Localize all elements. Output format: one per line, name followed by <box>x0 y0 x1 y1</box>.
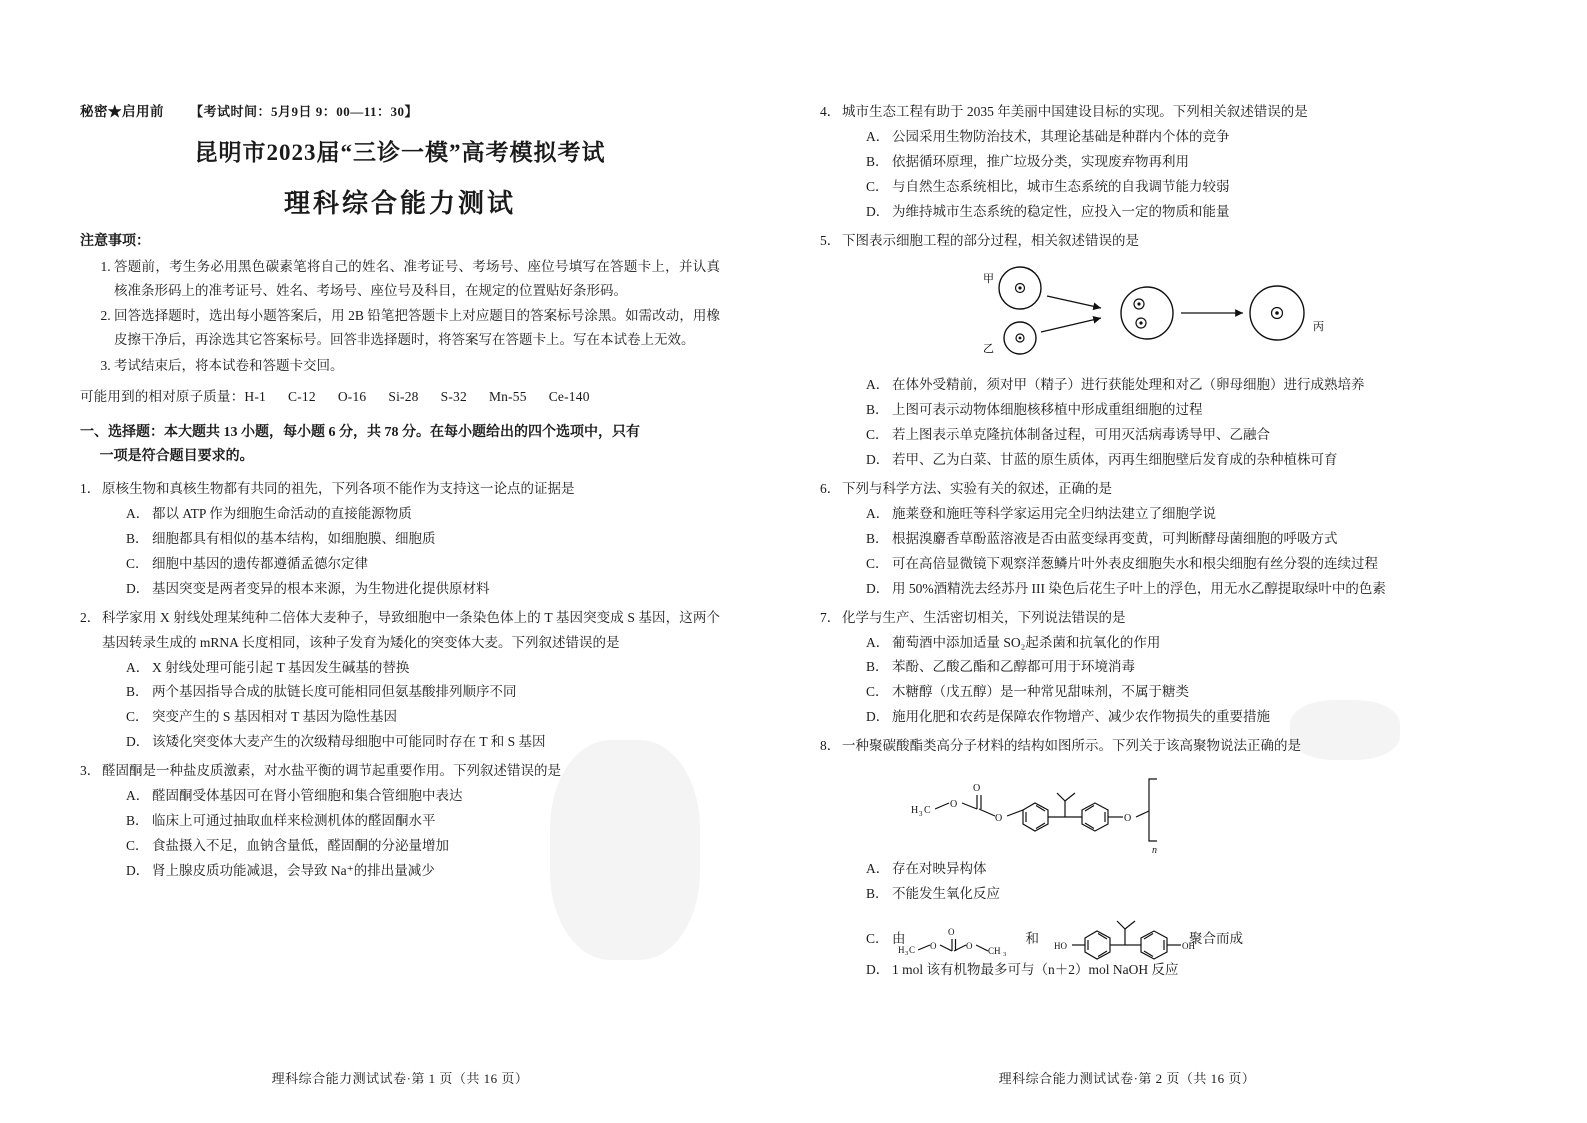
question-number: 1． <box>80 480 101 496</box>
label-yi: 乙 <box>983 342 994 355</box>
option-b[interactable] <box>126 809 720 834</box>
option-text: 临床上可通过抽取血样来检测机体的醛固酮水平 <box>152 813 436 829</box>
option-letter: B． <box>866 153 889 169</box>
option-list <box>820 857 1460 983</box>
question-number: 2． <box>80 609 101 625</box>
option-letter: A． <box>866 376 890 392</box>
option-letter: D． <box>866 451 890 467</box>
option-text: 葡萄酒中添加适量 SO₂起杀菌和抗氧化的作用 <box>892 634 1161 650</box>
polycarbonate-structure <box>820 763 1460 855</box>
option-letter: C． <box>866 426 889 442</box>
option-text: 由 <box>892 931 906 947</box>
question-6 <box>820 477 1460 602</box>
svg-text:3: 3 <box>905 950 909 958</box>
svg-text:O: O <box>1124 813 1132 825</box>
option-text: 公园采用生物防治技术，其理论基础是种群内个体的竞争 <box>892 128 1230 144</box>
option-c[interactable] <box>126 705 720 730</box>
footer-left: 理科综合能力测试试卷·第 1 页（共 16 页） <box>271 1071 529 1086</box>
question-stem: 化学与生产、生活密切相关，下列说法错误的是 <box>842 609 1126 625</box>
section-heading <box>80 421 720 469</box>
option-text: 苯酚、乙酸乙酯和乙醇都可用于环境消毒 <box>892 659 1135 675</box>
option-text: 与自然生态系统相比，城市生态系统的自我调节能力较弱 <box>892 178 1230 194</box>
option-text-middle: 和 <box>1025 931 1039 947</box>
section-heading-line2: 一项是符合题目要求的。 <box>99 448 254 464</box>
option-b[interactable] <box>126 680 720 705</box>
atomic-mass-item: H-1 <box>244 389 267 405</box>
option-letter: C． <box>126 709 149 725</box>
svg-text:n: n <box>1152 845 1157 856</box>
svg-text:3: 3 <box>919 810 923 819</box>
option-letter: B． <box>866 886 889 902</box>
option-b[interactable] <box>126 527 720 552</box>
option-letter: A． <box>866 128 890 144</box>
option-b[interactable] <box>866 150 1460 175</box>
svg-text:HO: HO <box>1054 941 1067 952</box>
svg-text:O: O <box>995 813 1003 825</box>
list-item: 1. 答题前，考生务必用黑色碳素笔将自己的姓名、准考证号、考场号、座位号填写在答题卡上，并认真核准条形码上的准考证号、姓名、考场号、座位号及科目，在规定的位置贴好条形码。 <box>114 255 720 302</box>
notice-heading: 注意事项： <box>80 234 150 249</box>
option-text-end: 聚合而成 <box>1189 931 1243 947</box>
question-stem: 科学家用 X 射线处理某纯种二倍体大麦种子，导致细胞中一条染色体上的 T 基因突变成 S 基因，这两个基因转录生成的 mRNA 长度相同，该种子发育为矮化的突变体大麦。下列叙述错误的是 <box>102 609 720 650</box>
list-item: 2. 回答选择题时，选出每小题答案后，用 2B 铅笔把答题卡上对应题目的答案标号涂黑。如需改动，用橡皮擦干净后，再涂选其它答案标号。回答非选择题时，将答案写在答题卡上。写在本试卷上无效。 <box>114 304 720 351</box>
option-a[interactable] <box>126 502 720 527</box>
option-letter: A． <box>866 505 890 521</box>
question-stem: 原核生物和真核生物都有共同的祖先，下列各项不能作为支持这一论点的证据是 <box>102 480 575 496</box>
option-text: X 射线处理可能引起 T 基因发生碱基的替换 <box>152 659 410 675</box>
option-text: 基因突变是两者变异的根本来源，为生物进化提供原材料 <box>152 580 490 596</box>
header-row <box>80 100 720 120</box>
option-list <box>80 784 720 884</box>
question-1 <box>80 477 720 602</box>
option-text: 若上图表示单克隆抗体制备过程，可用灭活病毒诱导甲、乙融合 <box>892 426 1270 442</box>
option-d[interactable] <box>866 705 1460 730</box>
secrecy-label: 秘密★启用前 <box>80 104 164 119</box>
question-3 <box>80 759 720 884</box>
option-c[interactable] <box>126 834 720 859</box>
option-text: 该矮化突变体大麦产生的次级精母细胞中可能同时存在 T 和 S 基因 <box>152 734 546 750</box>
option-d[interactable] <box>126 577 720 602</box>
option-letter: B． <box>866 659 889 675</box>
question-5 <box>820 229 1460 473</box>
atomic-mass-item: S-32 <box>440 389 467 405</box>
question-number: 4． <box>820 104 841 119</box>
option-b[interactable] <box>866 882 1460 907</box>
option-text: 依据循环原理，推广垃圾分类，实现废弃物再利用 <box>892 153 1189 169</box>
option-text: 醛固酮受体基因可在肾小管细胞和集合管细胞中表达 <box>152 788 463 804</box>
option-text: 在体外受精前，须对甲（精子）进行获能处理和对乙（卵母细胞）进行成熟培养 <box>892 376 1365 392</box>
option-text: 1 mol 该有机物最多可与（n＋2）mol NaOH 反应 <box>892 962 1179 978</box>
question-number: 3． <box>80 763 101 779</box>
option-letter: C． <box>866 178 889 194</box>
svg-text:C: C <box>909 945 916 956</box>
option-a[interactable] <box>866 857 1460 882</box>
svg-text:OH: OH <box>1182 941 1195 952</box>
page-column-right <box>810 100 1460 1083</box>
option-letter: C． <box>866 555 889 571</box>
atomic-mass-line <box>80 385 720 405</box>
label-jia: 甲 <box>983 272 994 285</box>
option-d[interactable] <box>126 730 720 755</box>
option-list <box>820 373 1460 473</box>
cell-engineering-diagram <box>820 260 1460 365</box>
option-text: 都以 ATP 作为细胞生命活动的直接能源物质 <box>152 505 412 521</box>
svg-text:CH: CH <box>988 946 1001 957</box>
option-text: 若甲、乙为白菜、甘蓝的原生质体，丙再生细胞壁后发育成的杂种植株可育 <box>892 451 1338 467</box>
page-title: 昆明市2023届“三诊一模”高考模拟考试 <box>194 140 606 165</box>
option-c[interactable] <box>866 680 1460 705</box>
option-letter: B． <box>126 684 149 700</box>
svg-text:O: O <box>966 941 973 952</box>
option-list <box>80 502 720 602</box>
label-bing: 丙 <box>1313 320 1324 333</box>
option-letter: D． <box>866 962 890 978</box>
option-text: 突变产生的 S 基因相对 T 基因为隐性基因 <box>152 709 398 725</box>
option-text: 为维持城市生态系统的稳定性，应投入一定的物质和能量 <box>892 203 1230 219</box>
option-letter: C． <box>126 555 149 571</box>
option-list <box>820 502 1460 602</box>
option-letter: B． <box>126 813 149 829</box>
svg-text:O: O <box>950 799 958 811</box>
option-letter: D． <box>866 203 890 219</box>
page-column-left <box>80 100 730 1083</box>
atomic-mass-label: 可能用到的相对原子质量： <box>80 389 245 405</box>
polymer-structure-svg <box>905 763 1375 855</box>
atomic-mass-item: C-12 <box>288 389 316 405</box>
atomic-mass-item: Ce-140 <box>548 389 590 405</box>
notice-list <box>80 255 720 377</box>
option-text: 施用化肥和农药是保障农作物增产、减少农作物损失的重要措施 <box>892 709 1270 725</box>
question-number: 5． <box>820 232 841 248</box>
question-4 <box>820 100 1460 225</box>
atomic-mass-item: Mn-55 <box>488 389 527 405</box>
question-number: 8． <box>820 738 841 754</box>
option-a[interactable] <box>126 784 720 809</box>
question-2 <box>80 606 720 756</box>
list-item: 3. 考试结束后，将本试卷和答题卡交回。 <box>114 354 720 378</box>
question-number: 7． <box>820 609 841 625</box>
svg-text:3: 3 <box>1003 951 1007 959</box>
subject-title: 理科综合能力测试 <box>283 189 516 218</box>
option-a[interactable] <box>126 656 720 681</box>
option-list <box>820 125 1460 225</box>
question-8 <box>820 734 1460 983</box>
question-stem: 醛固酮是一种盐皮质激素，对水盐平衡的调节起重要作用。下列叙述错误的是 <box>102 763 561 779</box>
option-letter: B． <box>866 530 889 546</box>
option-b[interactable] <box>866 527 1460 552</box>
option-letter: D． <box>866 709 890 725</box>
option-letter: A． <box>126 505 150 521</box>
option-text: 用 50%酒精洗去经苏丹 III 染色后花生子叶上的浮色，用无水乙醇提取绿叶中的色素 <box>892 580 1386 596</box>
option-c[interactable] <box>866 175 1460 200</box>
option-text: 施莱登和施旺等科学家运用完全归纳法建立了细胞学说 <box>892 505 1216 521</box>
option-letter: A． <box>866 861 890 877</box>
option-letter: D． <box>126 580 150 596</box>
svg-text:H: H <box>898 945 905 956</box>
option-c[interactable] <box>126 552 720 577</box>
option-text: 细胞中基因的遗传都遵循孟德尔定律 <box>152 555 368 571</box>
option-b[interactable] <box>866 398 1460 423</box>
svg-text:H: H <box>911 805 919 817</box>
atomic-mass-values <box>244 389 611 404</box>
option-letter: A． <box>126 659 150 675</box>
option-c[interactable] <box>866 927 1460 952</box>
option-list <box>820 631 1460 731</box>
option-d[interactable] <box>126 859 720 884</box>
option-letter: B． <box>126 530 149 546</box>
option-text: 食盐摄入不足，血钠含量低，醛固酮的分泌量增加 <box>152 838 449 854</box>
section-heading-line1: 一、选择题：本大题共 13 小题，每小题 6 分，共 78 分。在每小题给出的四个选项中，只有 <box>80 425 640 441</box>
option-text: 根据溴麝香草酚蓝溶液是否由蓝变绿再变黄，可判断酵母菌细胞的呼吸方式 <box>892 530 1338 546</box>
option-text: 两个基因指导合成的肽链长度可能相同但氨基酸排列顺序不同 <box>152 684 517 700</box>
question-stem: 下图表示细胞工程的部分过程，相关叙述错误的是 <box>842 232 1139 248</box>
option-c[interactable] <box>866 423 1460 448</box>
option-letter: B． <box>866 401 889 417</box>
svg-text:C: C <box>924 805 931 817</box>
option-text: 不能发生氧化反应 <box>892 886 1000 902</box>
option-a[interactable] <box>866 373 1460 398</box>
footer-right: 理科综合能力测试试卷·第 2 页（共 16 页） <box>998 1071 1256 1086</box>
option-letter: A． <box>126 788 150 804</box>
option-b[interactable] <box>866 655 1460 680</box>
option-letter: D． <box>866 580 890 596</box>
svg-text:O: O <box>948 927 955 938</box>
question-stem: 城市生态工程有助于 2035 年美丽中国建设目标的实现。下列相关叙述错误的是 <box>842 104 1308 119</box>
option-a[interactable] <box>866 631 1460 656</box>
option-text: 存在对映异构体 <box>892 861 987 877</box>
option-letter: D． <box>126 863 150 879</box>
option-d[interactable] <box>866 448 1460 473</box>
option-d[interactable] <box>866 200 1460 225</box>
atomic-mass-item: O-16 <box>337 389 367 405</box>
option-d[interactable] <box>866 958 1460 983</box>
option-text: 上图可表示动物体细胞核移植中形成重组细胞的过程 <box>892 401 1203 417</box>
option-text: 细胞都具有相似的基本结构，如细胞膜、细胞质 <box>152 530 436 546</box>
exam-time-label: 【考试时间：5月9日 9：00—11：30】 <box>190 104 419 119</box>
option-c[interactable] <box>866 552 1460 577</box>
option-letter: C． <box>866 684 889 700</box>
question-number: 6． <box>820 480 841 496</box>
option-letter: D． <box>126 734 150 750</box>
option-list <box>80 656 720 756</box>
question-7 <box>820 606 1460 731</box>
svg-text:O: O <box>930 941 937 952</box>
option-text: 可在高倍显微镜下观察洋葱鳞片叶外表皮细胞失水和根尖细胞有丝分裂的连续过程 <box>892 555 1378 571</box>
svg-text:O: O <box>973 783 981 795</box>
cell-fusion-svg <box>925 260 1355 365</box>
atomic-mass-item: Si-28 <box>388 389 419 405</box>
option-letter: C． <box>126 838 149 854</box>
option-letter: A． <box>866 634 890 650</box>
question-stem: 下列与科学方法、实验有关的叙述，正确的是 <box>842 480 1112 496</box>
option-text: 木糖醇（戊五醇）是一种常见甜味剂，不属于糖类 <box>892 684 1189 700</box>
option-a[interactable] <box>866 502 1460 527</box>
option-d[interactable] <box>866 577 1460 602</box>
option-letter: C． <box>866 931 889 947</box>
option-text: 肾上腺皮质功能减退，会导致 Na⁺的排出量减少 <box>152 863 435 879</box>
option-a[interactable] <box>866 125 1460 150</box>
question-stem: 一种聚碳酸酯类高分子材料的结构如图所示。下列关于该高聚物说法正确的是 <box>842 738 1301 754</box>
